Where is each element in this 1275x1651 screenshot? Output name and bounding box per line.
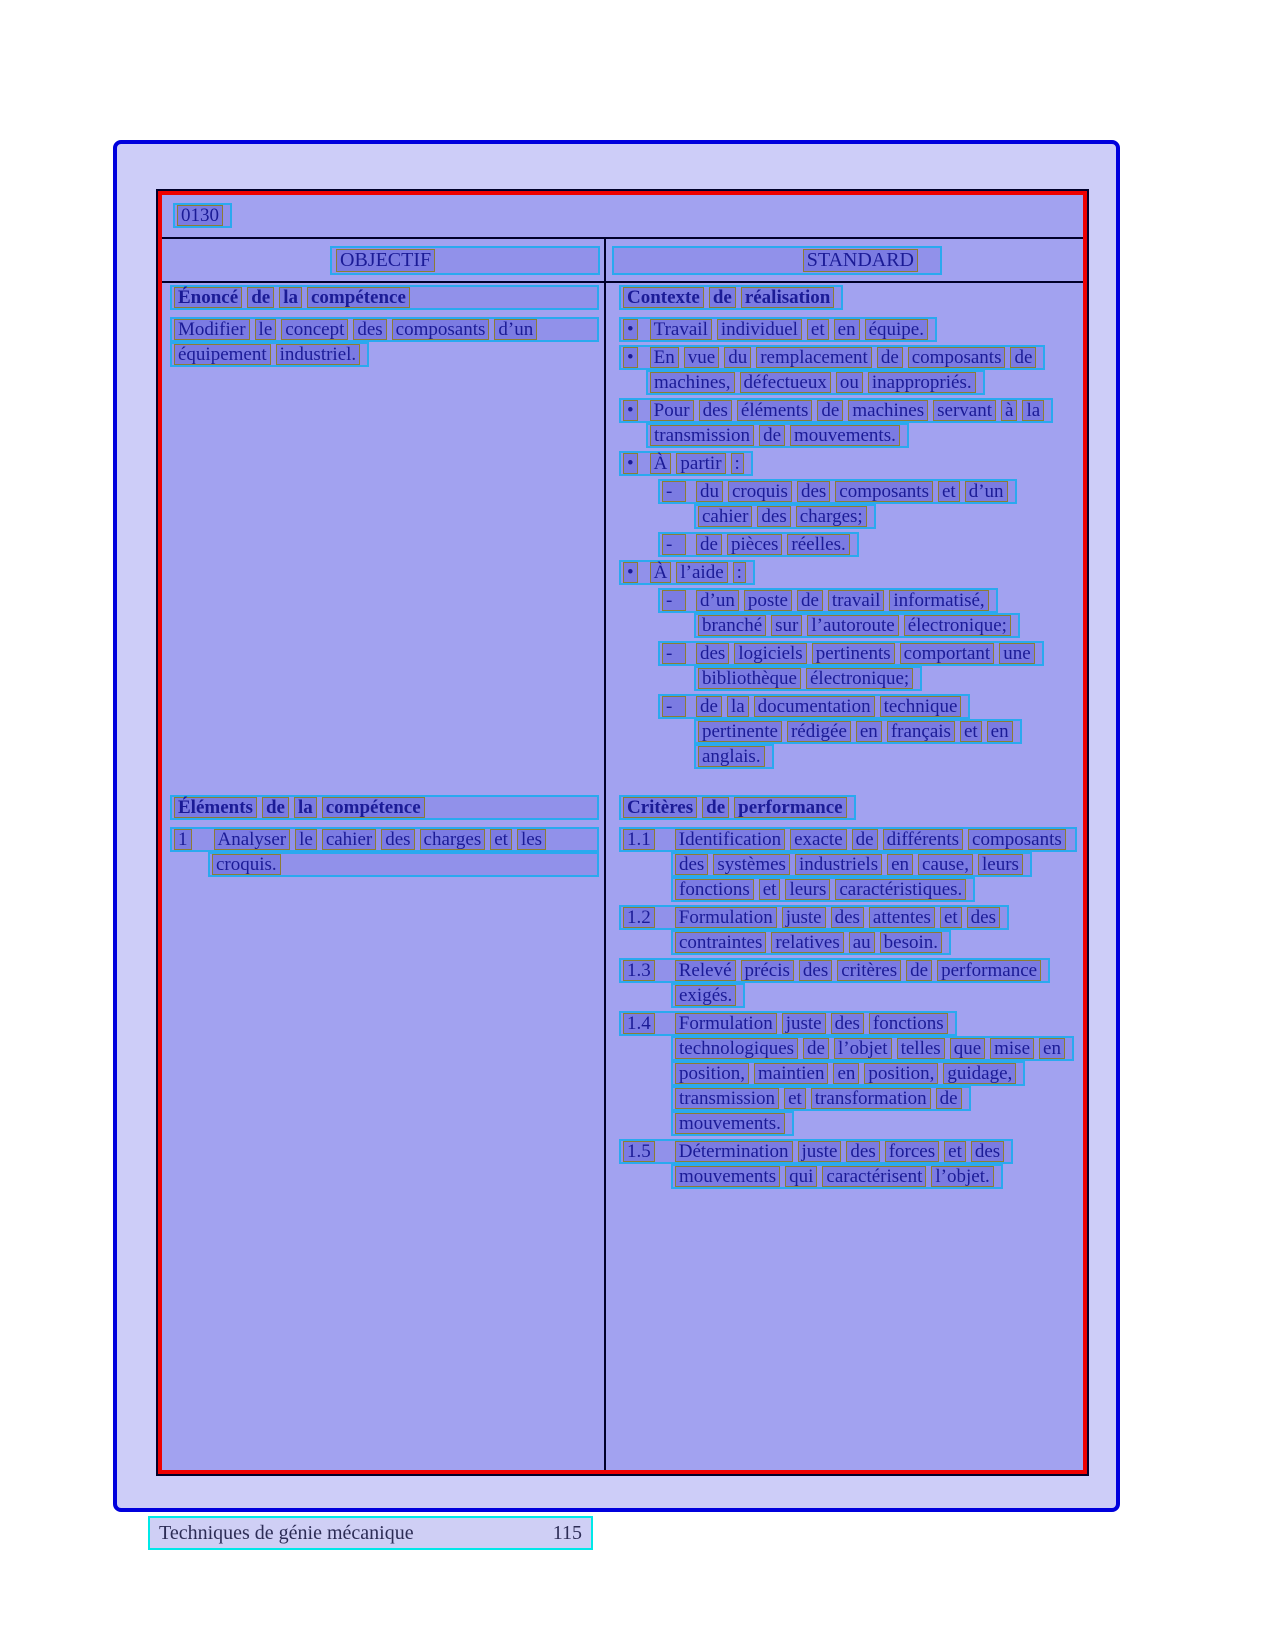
ocr-word: composants (908, 347, 1006, 368)
bullet-marker-icon: • (623, 347, 638, 368)
ocr-word: maintien (754, 1063, 828, 1084)
bullet-marker-icon: • (623, 319, 638, 340)
ocr-line-box (619, 795, 856, 820)
ocr-line-box (671, 1086, 971, 1111)
ocr-word: Contexte (623, 287, 704, 308)
ocr-word: d’un (965, 481, 1008, 502)
ocr-word: attentes (869, 907, 935, 928)
ocr-word: de (817, 400, 843, 421)
ocr-word: réelles. (787, 534, 849, 555)
ocr-word: systèmes (713, 854, 790, 875)
ocr-word: l’objet (834, 1038, 892, 1059)
ocr-line-box (671, 852, 1032, 877)
contexte-section (619, 285, 1077, 772)
ocr-line-box (671, 1111, 794, 1136)
ocr-word: Critères (623, 797, 697, 818)
ocr-word: En (650, 347, 679, 368)
ocr-word: anglais. (698, 746, 765, 767)
ocr-word: des (699, 400, 732, 421)
ocr-line-box (619, 398, 1053, 423)
ocr-line-box (170, 342, 369, 367)
ocr-word: juste (798, 1141, 842, 1162)
footer-page-number: 115 (552, 1521, 582, 1544)
dash-marker-icon: - (662, 534, 686, 555)
footer-title: Techniques de génie mécanique (159, 1521, 414, 1544)
ocr-word: et (960, 721, 982, 742)
ocr-word: au (849, 932, 875, 953)
ocr-line-box (619, 317, 937, 342)
ocr-word: des (353, 319, 386, 340)
ocr-word: industriel. (276, 344, 361, 365)
ocr-word: de (906, 960, 932, 981)
ocr-word: des (381, 829, 414, 850)
header-row (162, 239, 1083, 283)
ocr-word: le (255, 319, 277, 340)
ocr-word: des (967, 907, 1000, 928)
ocr-word: guidage, (943, 1063, 1016, 1084)
ocr-word: Détermination (675, 1141, 793, 1162)
left-column (162, 283, 604, 1470)
ocr-word: équipement (174, 344, 271, 365)
heading-block (619, 285, 1077, 310)
ocr-word: Analyser (214, 829, 291, 850)
ocr-line-box (694, 504, 876, 529)
ocr-word: Travail (650, 319, 712, 340)
ocr-word: servant (933, 400, 996, 421)
ocr-word: performance (734, 797, 846, 818)
ocr-word: mise (990, 1038, 1034, 1059)
ocr-word: machines, (650, 372, 735, 393)
ocr-word: Éléments (174, 797, 257, 818)
footer-bar (148, 1516, 593, 1550)
course-code: 0130 (177, 205, 223, 226)
sub-bullet-item (619, 641, 1077, 691)
ocr-word: en (833, 1063, 859, 1084)
ocr-word: Identification (675, 829, 785, 850)
bullet-item (619, 451, 1077, 476)
ocr-word: de (936, 1088, 962, 1109)
standard-header-cell (606, 239, 1083, 281)
ocr-word: mouvements. (675, 1113, 785, 1134)
ocr-word: cahier (322, 829, 376, 850)
ocr-word: l’autoroute (807, 615, 898, 636)
ocr-word: charges; (796, 506, 867, 527)
ocr-word: différents (883, 829, 963, 850)
ocr-word: électronique; (904, 615, 1011, 636)
heading-block (619, 795, 1077, 820)
numbered-item (619, 905, 1077, 955)
ocr-word: pertinente (698, 721, 782, 742)
ocr-word: de (696, 534, 722, 555)
ocr-word: et (490, 829, 512, 850)
sub-bullet-item (619, 532, 1077, 557)
table-red-border (158, 191, 1087, 1474)
ocr-word: contraintes (675, 932, 766, 953)
ocr-word: de (797, 590, 823, 611)
ocr-word: la (1022, 400, 1044, 421)
right-column (606, 283, 1083, 1470)
standard-header: STANDARD (803, 249, 918, 272)
ocr-word: compétence (307, 287, 410, 308)
ocr-word: industriels (795, 854, 882, 875)
numbered-item (619, 827, 1077, 902)
ocr-word: Pour (650, 400, 694, 421)
ocr-word: exacte (790, 829, 847, 850)
ocr-line-box (658, 532, 859, 557)
ocr-word: et (938, 481, 960, 502)
ocr-line-box (658, 479, 1017, 504)
elements-section (170, 795, 599, 880)
ocr-word: informatisé, (889, 590, 988, 611)
item-number: 1.5 (623, 1141, 655, 1162)
enonce-section (170, 285, 599, 370)
ocr-line-box (658, 694, 970, 719)
ocr-word: À (650, 562, 672, 583)
ocr-word: Formulation (675, 1013, 777, 1034)
ocr-line-box (619, 560, 755, 585)
ocr-word: en (987, 721, 1013, 742)
ocr-word: et (940, 907, 962, 928)
heading-block (170, 795, 599, 820)
ocr-word: la (727, 696, 749, 717)
ocr-line-box (658, 588, 998, 613)
ocr-line-box (170, 317, 599, 342)
objectif-header-box (330, 246, 600, 275)
ocr-word: composants (392, 319, 490, 340)
standard-header-box (612, 246, 942, 275)
ocr-word: de (709, 287, 736, 308)
ocr-word: de (852, 829, 878, 850)
ocr-word: composants (835, 481, 933, 502)
ocr-word: concept (281, 319, 348, 340)
ocr-word: individuel (717, 319, 802, 340)
ocr-line-box (671, 1164, 1003, 1189)
item-number: 1 (174, 829, 192, 850)
ocr-word: défectueux (740, 372, 831, 393)
ocr-word: fonctions (675, 879, 754, 900)
ocr-word: composants (968, 829, 1066, 850)
ocr-word: de (262, 797, 289, 818)
ocr-word: : (731, 453, 744, 474)
ocr-word: telles (897, 1038, 945, 1059)
ocr-word: cause, (918, 854, 973, 875)
ocr-word: de (696, 696, 722, 717)
ocr-word: À (650, 453, 672, 474)
ocr-word: de (877, 347, 903, 368)
ocr-word: des (971, 1141, 1004, 1162)
ocr-word: technique (880, 696, 962, 717)
ocr-word: logiciels (734, 643, 806, 664)
ocr-word: forces (885, 1141, 939, 1162)
ocr-word: position, (675, 1063, 749, 1084)
ocr-word: mouvements (675, 1166, 780, 1187)
outer-frame (113, 140, 1120, 1512)
code-line-box (173, 203, 232, 228)
ocr-word: des (797, 481, 830, 502)
ocr-word: des (696, 643, 729, 664)
ocr-line-box (170, 827, 599, 852)
dash-marker-icon: - (662, 696, 686, 717)
ocr-word: en (834, 319, 860, 340)
ocr-word: Relevé (675, 960, 736, 981)
ocr-line-box (671, 983, 745, 1008)
item-number: 1.1 (623, 829, 655, 850)
ocr-line-box (671, 930, 951, 955)
ocr-word: caractéristiques. (835, 879, 966, 900)
sub-bullet-item (619, 694, 1077, 769)
ocr-word: en (887, 854, 913, 875)
ocr-word: pièces (727, 534, 782, 555)
ocr-word: en (856, 721, 882, 742)
sub-bullet-item (619, 588, 1077, 638)
ocr-word: électronique; (806, 668, 913, 689)
ocr-word: bibliothèque (698, 668, 801, 689)
ocr-line-box (619, 827, 1077, 852)
ocr-word: mouvements. (790, 425, 900, 446)
ocr-word: transmission (675, 1088, 779, 1109)
ocr-line-box (619, 285, 843, 310)
ocr-line-box (646, 423, 909, 448)
ocr-line-box (170, 285, 599, 310)
item-number: 1.3 (623, 960, 655, 981)
numbered-item (619, 1139, 1077, 1189)
ocr-word: documentation (754, 696, 875, 717)
objectif-header: OBJECTIF (336, 249, 435, 272)
ocr-word: et (759, 879, 781, 900)
ocr-word: Formulation (675, 907, 777, 928)
ocr-line-box (170, 795, 599, 820)
ocr-word: le (295, 829, 317, 850)
ocr-line-box (619, 1011, 957, 1036)
ocr-word: cahier (698, 506, 752, 527)
ocr-line-box (646, 370, 985, 395)
ocr-word: réalisation (741, 287, 835, 308)
ocr-word: une (999, 643, 1034, 664)
ocr-word: transmission (650, 425, 754, 446)
ocr-word: caractérisent (822, 1166, 926, 1187)
ocr-word: de (759, 425, 785, 446)
item-number: 1.4 (623, 1013, 655, 1034)
ocr-word: et (784, 1088, 806, 1109)
bullet-item (619, 317, 1077, 342)
ocr-line-box (619, 1139, 1013, 1164)
ocr-word: besoin. (880, 932, 942, 953)
bullet-marker-icon: • (623, 400, 638, 421)
numbered-item (170, 827, 599, 877)
ocr-line-box (694, 744, 774, 769)
ocr-word: les (517, 829, 546, 850)
ocr-word: du (696, 481, 723, 502)
ocr-word: machines (848, 400, 928, 421)
ocr-line-box (694, 719, 1022, 744)
ocr-word: inappropriés. (868, 372, 976, 393)
ocr-word: d’un (494, 319, 537, 340)
ocr-word: la (294, 797, 317, 818)
bullet-marker-icon: • (623, 562, 638, 583)
ocr-line-box (619, 345, 1045, 370)
ocr-word: des (831, 1013, 864, 1034)
dash-marker-icon: - (662, 590, 686, 611)
ocr-word: de (702, 797, 729, 818)
ocr-word: l’objet. (931, 1166, 993, 1187)
ocr-word: juste (782, 1013, 826, 1034)
ocr-line-box (619, 958, 1050, 983)
ocr-word: relatives (771, 932, 843, 953)
content-row (162, 283, 1083, 1470)
ocr-word: en (1039, 1038, 1065, 1059)
heading-block (170, 285, 599, 310)
ocr-word: de (247, 287, 274, 308)
ocr-word: des (799, 960, 832, 981)
ocr-word: des (831, 907, 864, 928)
competency-table (156, 189, 1089, 1476)
ocr-line-box (658, 641, 1044, 666)
ocr-word: d’un (696, 590, 739, 611)
ocr-line-box (619, 451, 753, 476)
ocr-word: à (1001, 400, 1017, 421)
ocr-word: et (807, 319, 829, 340)
ocr-line-box (671, 877, 975, 902)
dash-marker-icon: - (662, 481, 686, 502)
objectif-header-cell (162, 239, 606, 281)
ocr-line-box (694, 666, 922, 691)
ocr-line-box (671, 1036, 1074, 1061)
code-row (162, 195, 1083, 239)
ocr-word: critères (837, 960, 901, 981)
ocr-word: partir (676, 453, 725, 474)
ocr-word: leurs (978, 854, 1023, 875)
ocr-word: équipe. (865, 319, 928, 340)
ocr-word: leurs (785, 879, 830, 900)
ocr-word: juste (782, 907, 826, 928)
ocr-word: croquis (728, 481, 792, 502)
ocr-line-box (694, 613, 1020, 638)
ocr-word: poste (744, 590, 792, 611)
ocr-word: : (733, 562, 746, 583)
ocr-word: de (1010, 347, 1036, 368)
ocr-word: charges (420, 829, 486, 850)
item-number: 1.2 (623, 907, 655, 928)
dash-marker-icon: - (662, 643, 686, 664)
ocr-word: comportant (900, 643, 995, 664)
ocr-word: branché (698, 615, 766, 636)
ocr-word: fonctions (869, 1013, 948, 1034)
bullet-item (619, 398, 1077, 448)
ocr-word: du (724, 347, 751, 368)
bullet-item (619, 345, 1077, 395)
ocr-word: la (279, 287, 302, 308)
ocr-line-box (208, 852, 599, 877)
ocr-word: exigés. (675, 985, 736, 1006)
criteres-section (619, 795, 1077, 1192)
ocr-word: de (803, 1038, 829, 1059)
ocr-word: éléments (737, 400, 813, 421)
ocr-word: compétence (322, 797, 425, 818)
ocr-word: Énoncé (174, 287, 242, 308)
paragraph-block (170, 317, 599, 367)
ocr-word: remplacement (756, 347, 872, 368)
ocr-word: précis (741, 960, 794, 981)
ocr-word: des (675, 854, 708, 875)
ocr-word: vue (684, 347, 719, 368)
ocr-word: et (944, 1141, 966, 1162)
numbered-item (619, 958, 1077, 1008)
ocr-word: position, (864, 1063, 938, 1084)
ocr-word: travail (828, 590, 885, 611)
ocr-word: qui (785, 1166, 817, 1187)
ocr-word: pertinents (812, 643, 895, 664)
ocr-word: sur (771, 615, 802, 636)
numbered-item (619, 1011, 1077, 1136)
ocr-line-box (671, 1061, 1025, 1086)
ocr-word: transformation (811, 1088, 931, 1109)
ocr-word: ou (836, 372, 863, 393)
ocr-line-box (619, 905, 1009, 930)
ocr-word: technologiques (675, 1038, 798, 1059)
ocr-word: l’aide (676, 562, 727, 583)
bullet-item (619, 560, 1077, 585)
ocr-word: français (887, 721, 955, 742)
ocr-word: des (846, 1141, 879, 1162)
bullet-marker-icon: • (623, 453, 638, 474)
ocr-word: Modifier (174, 319, 250, 340)
ocr-word: des (757, 506, 790, 527)
ocr-word: que (950, 1038, 985, 1059)
ocr-word: croquis. (212, 854, 281, 875)
ocr-word: performance (937, 960, 1041, 981)
ocr-word: rédigée (787, 721, 851, 742)
sub-bullet-item (619, 479, 1077, 529)
